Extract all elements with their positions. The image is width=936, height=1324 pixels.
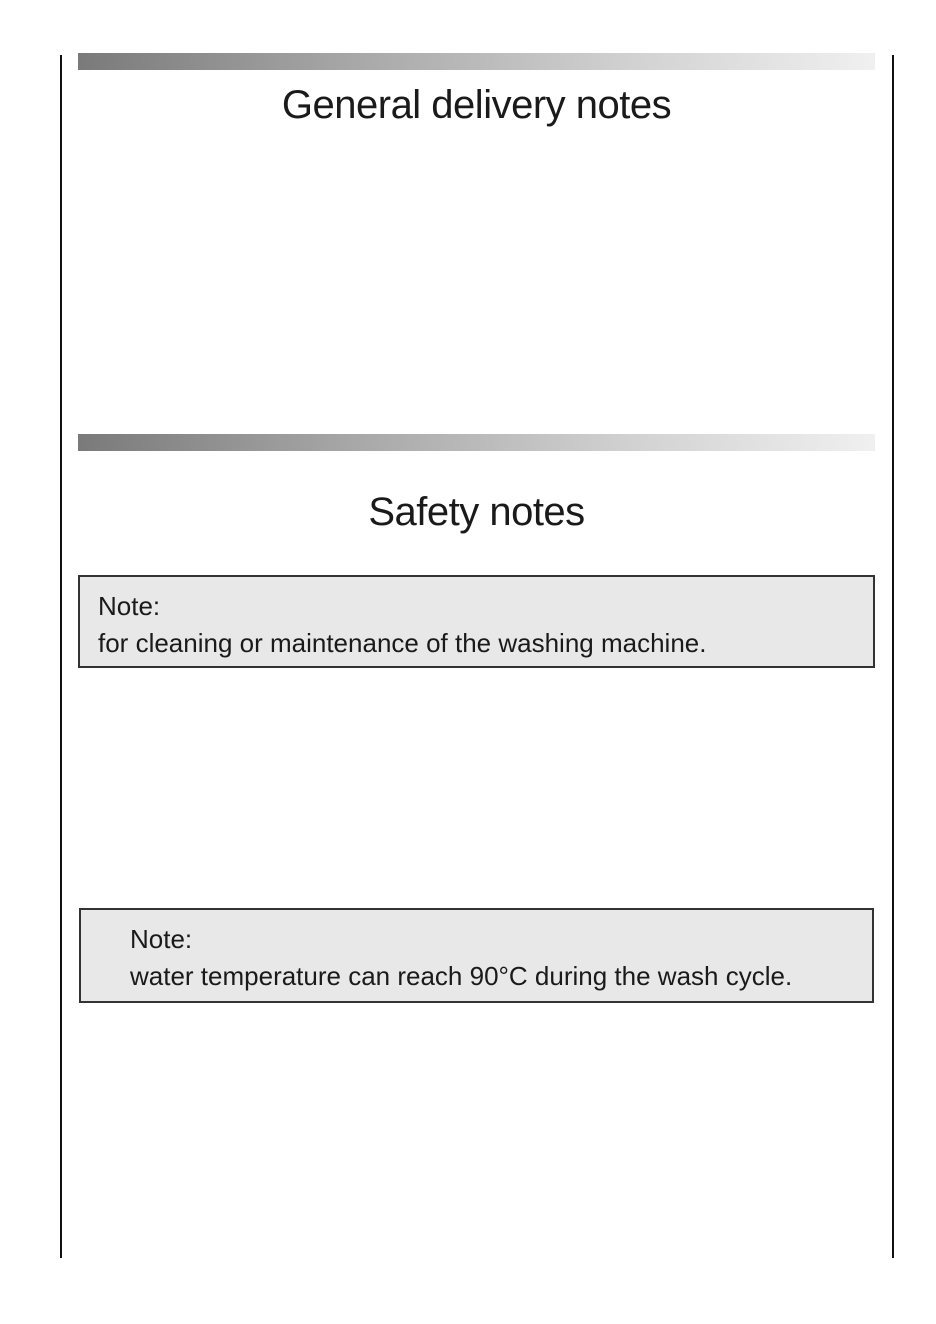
left-margin-line	[60, 55, 62, 1258]
general-delivery-notes-title: General delivery notes	[281, 83, 672, 127]
note-label: Note:	[98, 591, 161, 621]
right-margin-line	[892, 55, 894, 1258]
safety-notes-title: Safety notes	[368, 490, 585, 534]
note-text: water temperature can reach 90°C during the wash cycle.	[130, 961, 793, 991]
section-header-bar-general	[78, 53, 875, 70]
section-header-bar-safety	[78, 434, 875, 451]
cleaning-note-box	[78, 575, 875, 668]
temperature-note-box	[79, 908, 874, 1003]
note-label: Note:	[130, 924, 193, 954]
note-text: for cleaning or maintenance of the washing machine.	[98, 628, 707, 658]
